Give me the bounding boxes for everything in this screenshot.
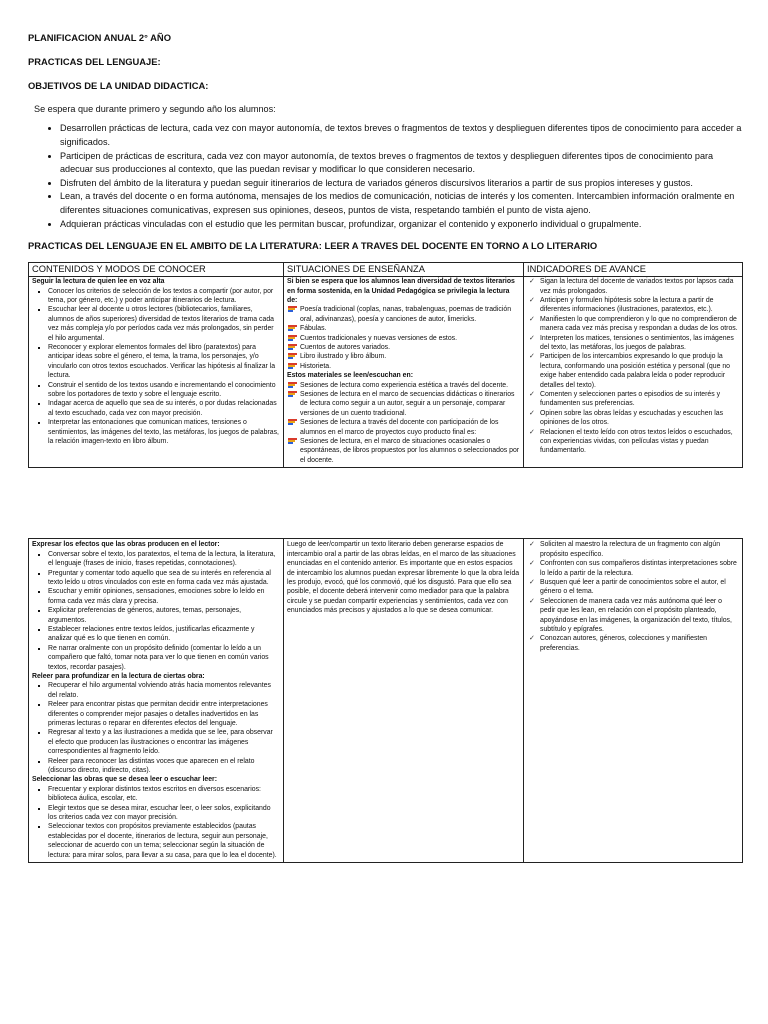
indicador-item-text: Busquen qué leer a partir de conocimientos sobre el autor, el género o el tema. (540, 578, 726, 596)
intro-text: Se espera que durante primero y segundo año los alumnos: (34, 104, 276, 114)
indicador-item-text: Soliciten al maestro la relectura de un fragmento con algún propósito específico. (540, 541, 721, 558)
contenido-item-text: Escuchar leer al docente u otros lectores (bibliotecarios, familiares, alumnos de años superiores) diversidad de textos literarios de trama cada vez más compleja y/o por períodos cada vez más prolongados, sin perder el hilo argumental. (48, 306, 274, 342)
situacion-item (300, 390, 520, 418)
contenido-item (48, 822, 280, 860)
situaciones-cell-2 (284, 539, 524, 863)
objective-item-text: Participen de prácticas de escritura, cada vez con mayor autonomía, de textos breves o fragmentos de textos y desplieguen diferentes tipos de conocimiento para adecuar sus producciones al contexto, que las puedan revisar y modificar lo que consideren necesario. (60, 150, 714, 175)
checkmark-icon: ✓ (529, 353, 535, 361)
contenido-item (48, 625, 280, 644)
situacion-item-text: Sesiones de lectura a través del docente con participación de los alumnos en el marco de proyectos cuyo producto final es: (300, 419, 499, 436)
objectives-heading: OBJETIVOS DE LA UNIDAD DIDACTICA: (28, 80, 209, 91)
contenidos-section-heading: Expresar los efectos que las obras producen en el lector: (32, 541, 220, 549)
contenido-item-text: Seleccionar textos con propósitos previamente establecidos (pautas establecidas por el docente, itinerarios de lectura, seguir aun personaje, seleccionar de acuerdo con un tema; seleccionar según la situación de lectura: para mirar solos, para llevar a su casa, para que lo lea el docente). (48, 823, 277, 859)
situacion-item (300, 362, 520, 371)
indicador-item-text: Participen de los intercambios expresando lo que produjo la lectura, conformando una posición estética y personal (que no exige haber entendido cada palabra leída o poder reproducir detalles del texto). (540, 353, 730, 389)
contenido-item-text: Conversar sobre el texto, los paratextos, el tema de la lectura, la literatura, el lenguaje (frases de inicio, frases repetidas, connotaciones). (48, 550, 276, 568)
situacion-item-text: Poesía tradicional (coplas, nanas, trabalenguas, poemas de tradición oral, adivinanzas), poesía y canciones de autor, limericks. (300, 306, 512, 323)
situacion-item-text: Cuentos tradicionales y nuevas versiones de estos. (300, 334, 458, 342)
contenido-item-text: Releer para reconocer las distintas voces que aparecen en el relato (discurso directo, indirecto, citas). (48, 757, 255, 775)
indicador-item-text: Conozcan autores, géneros, colecciones y manifiesten preferencias. (540, 635, 708, 652)
indicadores-cell-2 (524, 539, 743, 863)
objective-item-text: Lean, a través del docente o en forma autónoma, mensajes de los medios de comunicación, noticias de interés y los comenten. Intercambien información oralmente en diferentes situaciones comunicativas, expresen sus opiniones, deseos, puntos de vista, respetando también el punto de vista ajeno. (60, 191, 735, 215)
contenidos-section-heading: Releer para profundizar en la lectura de ciertas obra: (32, 672, 205, 680)
situacion-item-text: Libro ilustrado y libro álbum. (300, 353, 387, 361)
checkmark-icon: ✓ (529, 334, 535, 342)
indicador-item (529, 559, 739, 578)
contenidos-list (32, 287, 280, 447)
contenido-item-text: Conocer los criterios de selección de los textos a compartir (por autor, por tema, por género, etc.) y poder anticipar itinerarios de lectura. (48, 287, 274, 304)
contenido-item-text: Preguntar y comentar todo aquello que sea de su interés en referencia al texto leído u otros vinculados con este en forma cada vez más ajustada. (48, 569, 271, 586)
contenido-item-text: Reconocer y explorar elementos formales del libro (paratextos) para anticipar ideas sobre el género, el tema, la trama, los personajes, y/o vincularlo con otros textos escuchados. Verificar las hipótesis al finalizar la lectura. (48, 344, 276, 380)
contenido-item (48, 418, 280, 446)
indicador-item-text: Confronten con sus compañeros distintas interpretaciones sobre lo leído a partir de la relectura. (540, 560, 737, 577)
situacion-item-text: Sesiones de lectura como experiencia estética a través del docente. (300, 381, 508, 389)
indicador-item-text: Sigan la lectura del docente de variados textos por lapsos cada vez más prolongados. (540, 278, 734, 295)
contenido-item-text: Explicitar preferencias de géneros, autores, temas, personajes, argumentos. (48, 607, 242, 624)
indicador-item-text: Anticipen y formulen hipótesis sobre la lectura a partir de diferentes informaciones (ilustraciones, paratextos, etc.). (540, 296, 714, 314)
indicador-item (529, 315, 739, 334)
indicador-item-text: Relacionen el texto leído con otros textos leídos o escuchados, con experiencias vividas, con películas vistas y puedan fundamentarlo. (540, 428, 733, 455)
indicador-item (529, 428, 739, 456)
contenido-item (48, 587, 280, 606)
situaciones-list-2 (287, 381, 520, 466)
contenido-item-text: Releer para encontrar pistas que permitan decidir entre interpretaciones diferentes o comprender mejor pasajes o detalles inadvertidos en las primeras lecturas o reparar en diferentes efectos del lenguaje. (48, 701, 268, 727)
indicador-item-text: Opinen sobre las obras leídas y escuchadas y escuchen las opiniones de los otros. (540, 409, 724, 427)
doc-title: PLANIFICACION ANUAL 2° AÑO (28, 32, 171, 43)
contenido-item (48, 550, 280, 569)
indicadores-cell (524, 277, 743, 468)
checkmark-icon: ✓ (529, 541, 535, 549)
contenido-item-text: Escuchar y emitir opiniones, sensaciones, emociones sobre lo leído en forma cada vez más clara y precisa. (48, 588, 265, 605)
contenido-item (48, 287, 280, 306)
indicador-item (529, 634, 739, 653)
indicador-item (529, 578, 739, 597)
contenido-item-text: Recuperar el hilo argumental volviendo atrás hacia momentos relevantes del relato. (48, 682, 271, 699)
indicador-item (529, 277, 739, 296)
situacion-item (300, 381, 520, 390)
indicador-item (529, 334, 739, 353)
contenidos-heading: Seguir la lectura de quien lee en voz alta (32, 278, 165, 286)
checkmark-icon: ✓ (529, 278, 535, 286)
checkmark-icon: ✓ (529, 578, 535, 586)
contenido-item (48, 644, 280, 672)
section-title: PRACTICAS DEL LENGUAJE EN EL AMBITO DE LA LITERATURA: LEER A TRAVES DEL DOCENTE EN TORNO A LO LITERARIO (28, 240, 598, 252)
checkmark-icon: ✓ (529, 597, 535, 605)
situacion-item (300, 343, 520, 352)
indicador-item-text: Comenten y seleccionen partes o episodios de su interés y fundamenten sus preferencias. (540, 391, 721, 408)
contenido-item-text: Interpretar las entonaciones que comunican matices, tensiones o sentimientos, las imágenes del texto, las metáforas, los juegos de palabras, la relación imagen-texto en libro álbum. (48, 419, 279, 446)
header-situaciones: SITUACIONES DE ENSEÑANZA (284, 263, 524, 277)
indicador-item-text: Seleccionen de manera cada vez más autónoma qué leer o pedir que les lean, en relación con el propósito planteado, apoyándose en las imágenes, la organización del texto, títulos, subtítulo y epígrafes. (540, 597, 732, 633)
indicador-item (529, 409, 739, 428)
contenido-item (48, 804, 280, 823)
indicador-item-text: Manifiesten lo que comprendieron y lo que no comprendieron de manera cada vez más precisa y respondan a dudas de los otros. (540, 315, 738, 333)
header-contenidos: CONTENIDOS Y MODOS DE CONOCER (29, 263, 284, 277)
contenido-item (48, 606, 280, 625)
contenido-item-text: Frecuentar y explorar distintos textos escritos en diversos escenarios: biblioteca áulica, escolar, etc. (48, 785, 261, 803)
contenidos-section-list (32, 550, 280, 672)
colored-arrow-bullet-icon (288, 335, 297, 342)
contenidos-cell (29, 277, 284, 468)
situaciones-list (287, 305, 520, 371)
contenido-item (48, 569, 280, 588)
contenido-item (48, 681, 280, 700)
contenidos-section-heading: Seleccionar las obras que se desea leer o escuchar leer: (32, 776, 217, 784)
indicador-item-text: Interpreten los matices, tensiones o sentimientos, las imágenes del texto, las metáforas, los juegos de palabras. (540, 334, 734, 351)
table-literature-2 (28, 538, 743, 863)
contenido-item (48, 728, 280, 756)
objective-item (60, 177, 742, 191)
contenido-item-text: Re narrar oralmente con un propósito definido (comentar lo leído a un compañero que faltó, tomar nota para ver lo que tienen en común varios textos, recordar pasajes). (48, 644, 269, 671)
objective-item (60, 150, 742, 177)
situacion-item-text: Sesiones de lectura en el marco de secuencias didácticas o itinerarios de lectura como seguir a un autor, seguir a un personaje, comparar versiones de un cuento tradicional. (300, 391, 515, 417)
contenido-item-text: Construir el sentido de los textos usando e incrementando el conocimiento sobre los portadores de texto y sobre el lenguaje escrito. (48, 381, 276, 399)
objective-item-text: Desarrollen prácticas de lectura, cada vez con mayor autonomía, de textos breves o fragmentos de textos y desplieguen diferentes tipos de conocimiento para acceder a significados. (60, 123, 742, 147)
indicador-item (529, 390, 739, 409)
contenido-item-text: Regresar al texto y a las ilustraciones a medida que se lee, para observar el efecto que producen las ilustraciones o encontrar las imágenes correspondientes al fragmento leído. (48, 729, 273, 756)
checkmark-icon: ✓ (529, 560, 535, 568)
header-indicadores: INDICADORES DE AVANCE (524, 263, 743, 277)
situacion-item-text: Historieta. (300, 362, 332, 370)
checkmark-icon: ✓ (529, 296, 535, 304)
checkmark-icon: ✓ (529, 315, 535, 323)
colored-arrow-bullet-icon (288, 438, 297, 445)
situacion-item (300, 418, 520, 437)
objective-item (60, 122, 742, 149)
colored-arrow-bullet-icon (288, 391, 297, 398)
checkmark-icon: ✓ (529, 391, 535, 399)
checkmark-icon: ✓ (529, 428, 535, 436)
situaciones-heading2: Estos materiales se leen/escuchan en: (287, 372, 414, 380)
situacion-item-text: Sesiones de lectura, en el marco de situaciones ocasionales o espontáneas, de libros propuestos por los alumnos o seleccionados por el docente. (300, 438, 520, 464)
indicador-item (529, 597, 739, 635)
situaciones-intro: Si bien se espera que los alumnos lean diversidad de textos literarios en forma sostenida, en la Unidad Pedagógica se privilegia la lectura de: (287, 278, 515, 304)
table-literature-1 (28, 262, 743, 468)
situacion-item (300, 305, 520, 324)
objective-item (60, 190, 742, 217)
situacion-item (300, 352, 520, 361)
contenido-item (48, 343, 280, 381)
checkmark-icon: ✓ (529, 635, 535, 643)
colored-arrow-bullet-icon (288, 306, 297, 313)
checkmark-icon: ✓ (529, 409, 535, 417)
contenido-item-text: Establecer relaciones entre textos leídos, justificarlas eficazmente y analizar qué es lo que tienen en común. (48, 625, 255, 643)
contenido-item (48, 305, 280, 343)
situacion-item (300, 324, 520, 333)
area-title: PRACTICAS DEL LENGUAJE: (28, 56, 161, 67)
contenido-item-text: Indagar acerca de aquello que sea de su interés, o por dudas relacionadas al texto escuchado, cada vez con mayor precisión. (48, 400, 277, 417)
contenido-item (48, 757, 280, 776)
colored-arrow-bullet-icon (288, 344, 297, 351)
indicador-item (529, 540, 739, 559)
contenido-item (48, 399, 280, 418)
colored-arrow-bullet-icon (288, 353, 297, 360)
situacion-item (300, 334, 520, 343)
situaciones-cell (284, 277, 524, 468)
situacion-item-text: Cuentos de autores variados. (300, 344, 391, 351)
objective-item-text: Adquieran prácticas vinculadas con el estudio que les permitan buscar, profundizar, organizar el contenido y exponerlo individual o grupalmente. (60, 218, 642, 229)
contenido-item (48, 700, 280, 728)
situaciones-text: Luego de leer/compartir un texto literario deben generarse espacios de intercambio oral a partir de las obras leídas, en el marco de las situaciones enunciadas en el contenido anterior. Es importante que en estos espacios de intercambio los alumnos puedan expresar libremente lo que la obra leída les produjo, evocó, qué los conmovió, qué los disgustó. Para que ello sea posible, el docente deberá intervenir como mediador para que la palabra circule y se puedan compartir experiencias y sentimientos, cada vez con enunciados más precisos y ajustados a lo que se desea comunicar. (287, 541, 520, 615)
colored-arrow-bullet-icon (288, 363, 297, 370)
colored-arrow-bullet-icon (288, 419, 297, 426)
contenido-item (48, 381, 280, 400)
contenidos-section-list (32, 681, 280, 775)
indicador-item (529, 352, 739, 390)
objectives-list (28, 122, 742, 231)
indicadores-list-2 (527, 540, 739, 653)
colored-arrow-bullet-icon (288, 325, 297, 332)
indicadores-list (527, 277, 739, 456)
contenidos-cell-2 (29, 539, 284, 863)
indicador-item (529, 296, 739, 315)
document-page (28, 26, 742, 863)
situacion-item-text: Fábulas. (300, 325, 327, 333)
objective-item (60, 218, 742, 232)
situacion-item (300, 437, 520, 465)
contenido-item (48, 785, 280, 804)
contenidos-section-list (32, 785, 280, 860)
objective-item-text: Disfruten del ámbito de la literatura y puedan seguir itinerarios de lectura de variados géneros discursivos literarios a partir de sus propios intereses y gustos. (60, 177, 693, 188)
colored-arrow-bullet-icon (288, 382, 297, 389)
contenido-item-text: Elegir textos que se desea mirar, escuchar leer, o leer solos, explicitando los criterios cada vez con mayor precisión. (48, 804, 271, 822)
